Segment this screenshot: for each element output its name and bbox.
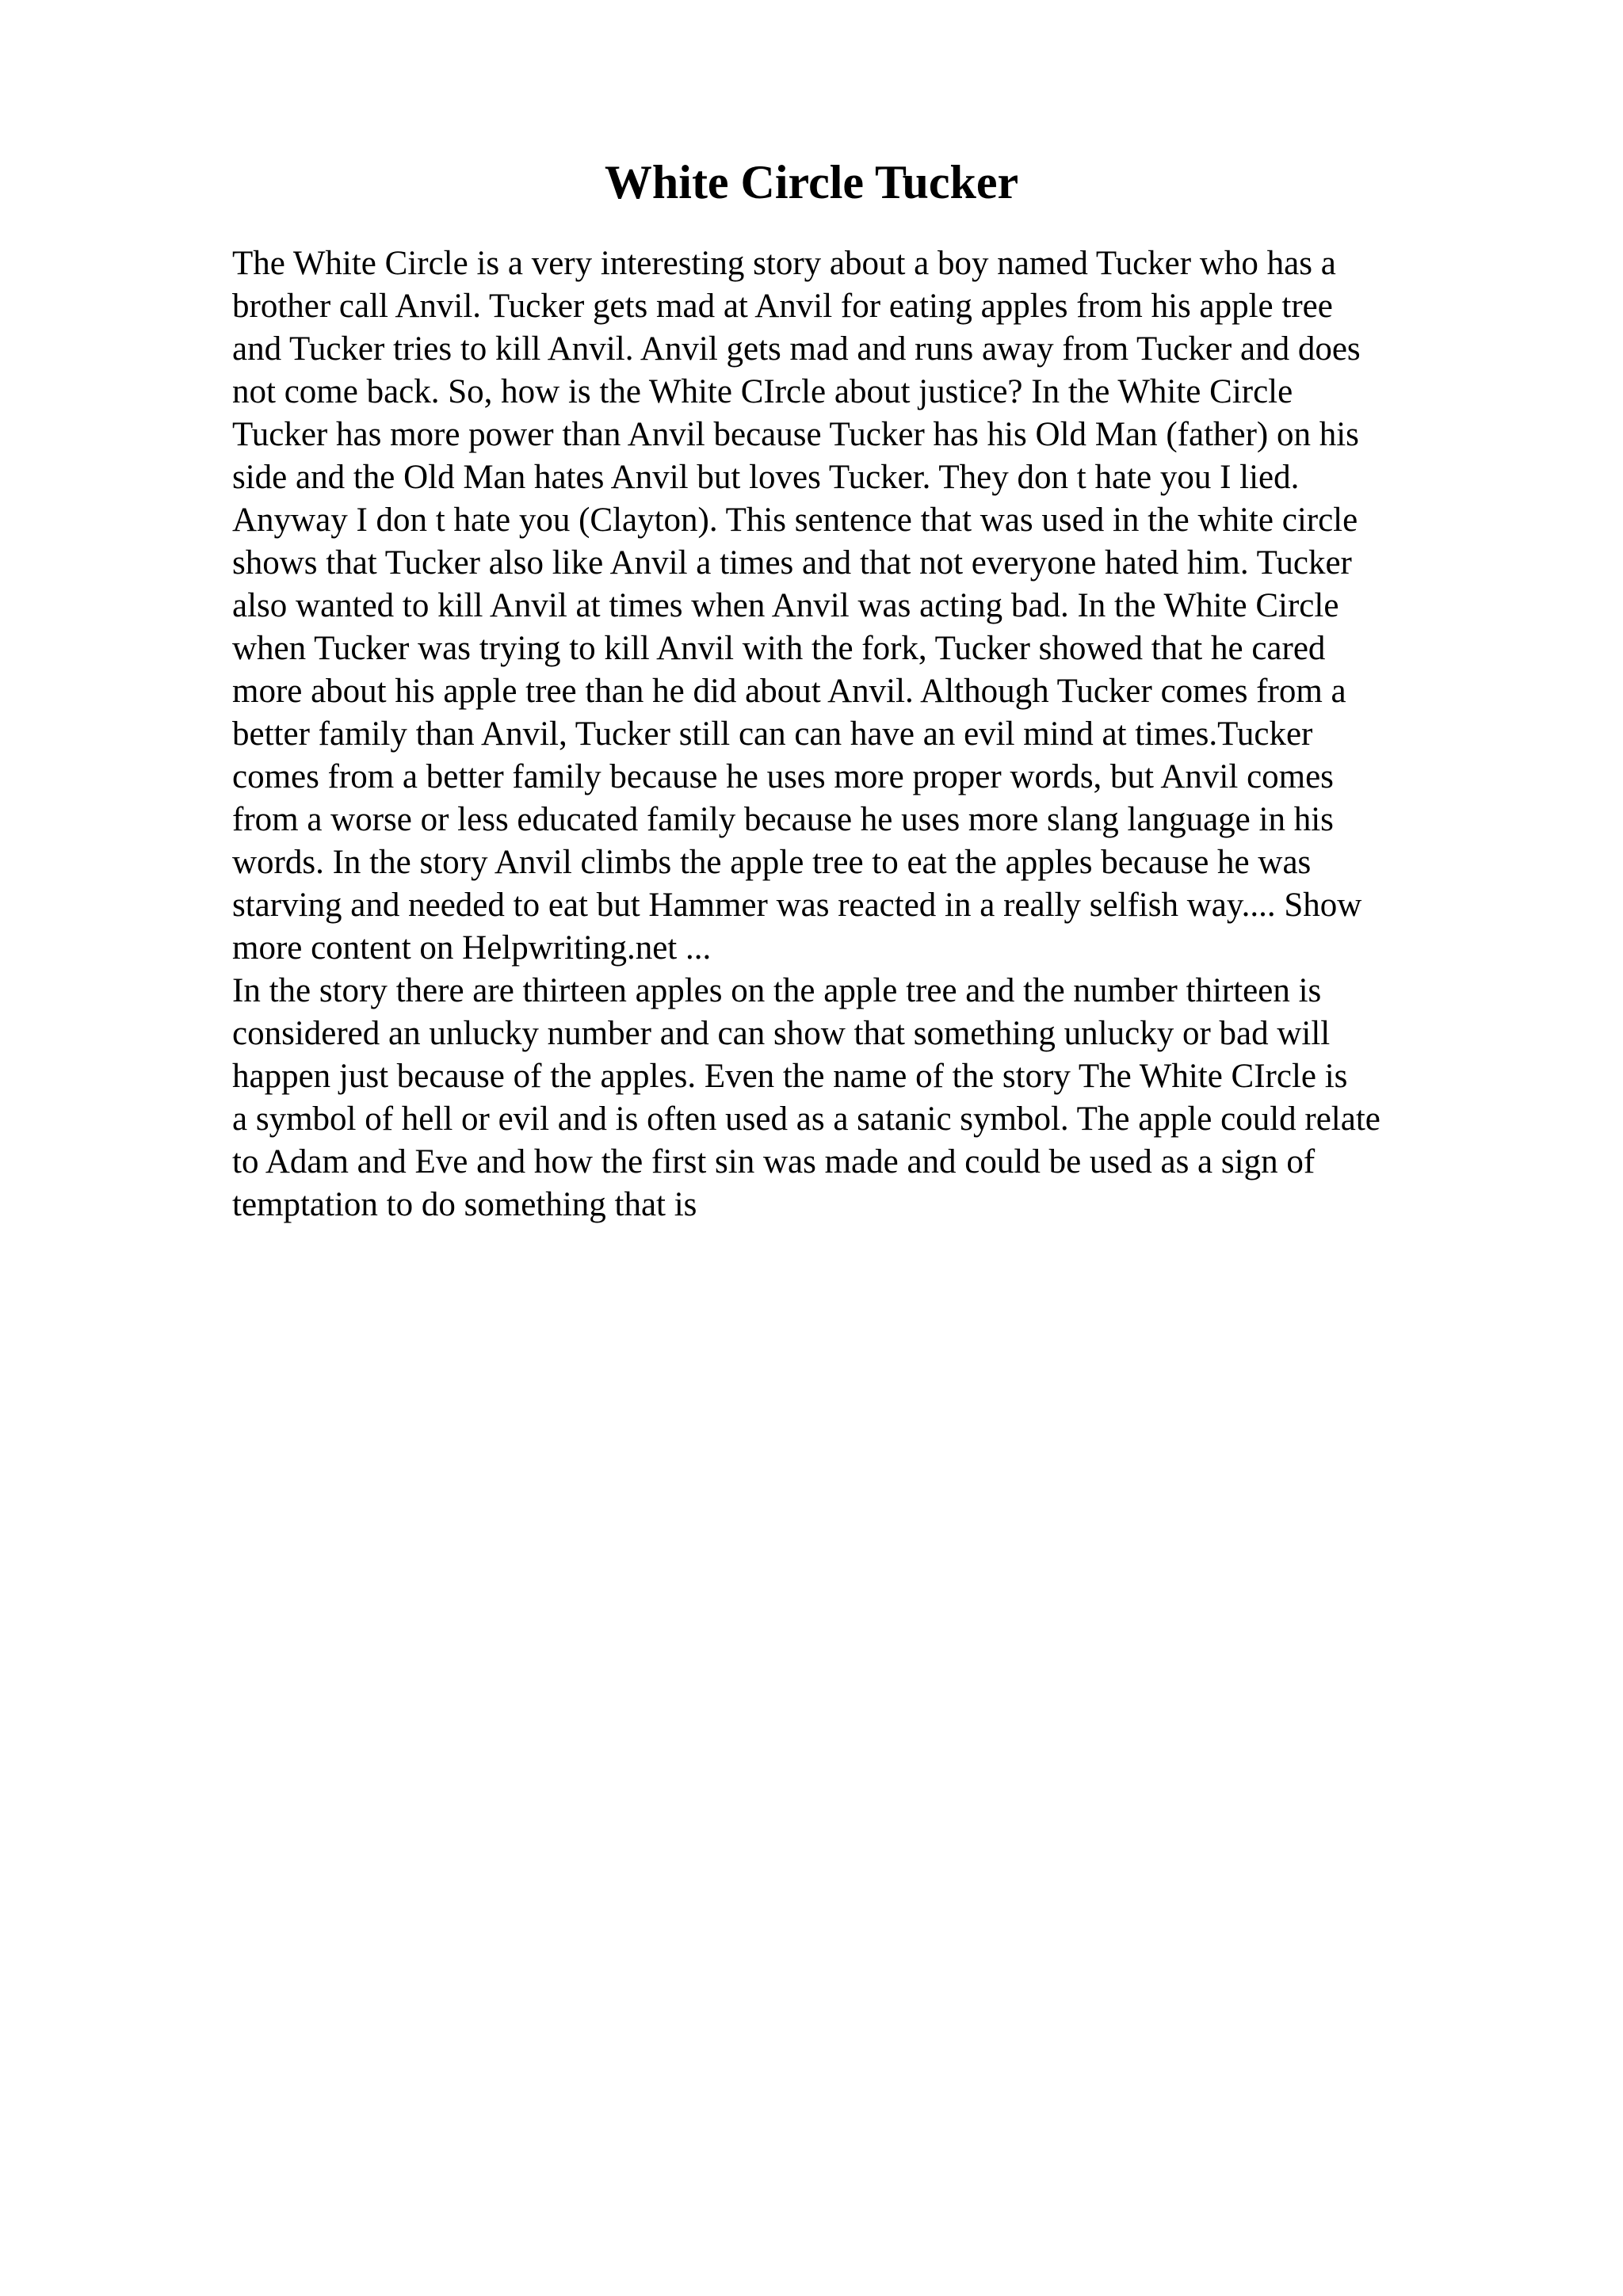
text-line: also wanted to kill Anvil at times when Anvil was acting bad. In the White Circle (232, 587, 1339, 624)
text-line: The White Circle is a very interesting story about a boy named Tucker who has a (232, 245, 1336, 282)
text-line: side and the Old Man hates Anvil but loves Tucker. They don t hate you I lied. (232, 459, 1300, 496)
text-line: considered an unlucky number and can show that something unlucky or bad will (232, 1015, 1331, 1052)
text-line: words. In the story Anvil climbs the apple tree to eat the apples because he was (232, 844, 1312, 881)
text-line: temptation to do something that is (232, 1186, 697, 1223)
text-line: more content on Helpwriting.net ... (232, 929, 712, 967)
page-title: White Circle Tucker (604, 156, 1019, 208)
text-line: comes from a better family because he uses more proper words, but Anvil comes (232, 758, 1334, 795)
text-line: when Tucker was trying to kill Anvil with the fork, Tucker showed that he cared (232, 630, 1326, 667)
text-line: and Tucker tries to kill Anvil. Anvil gets mad and runs away from Tucker and does (232, 330, 1361, 368)
text-line: Anyway I don t hate you (Clayton). This sentence that was used in the white circle (232, 502, 1358, 539)
text-line: starving and needed to eat but Hammer was reacted in a really selfish way.... Show (232, 887, 1362, 924)
text-line: from a worse or less educated family because he uses more slang language in his (232, 801, 1334, 838)
body-text (232, 242, 1500, 1226)
text-line: Tucker has more power than Anvil because Tucker has his Old Man (father) on his (232, 416, 1359, 453)
text-line: a symbol of hell or evil and is often used as a satanic symbol. The apple could relate (232, 1100, 1381, 1138)
text-line: In the story there are thirteen apples on the apple tree and the number thirteen is (232, 972, 1322, 1009)
text-line: shows that Tucker also like Anvil a times and that not everyone hated him. Tucker (232, 544, 1352, 582)
text-line: not come back. So, how is the White CIrcle about justice? In the White Circle (232, 373, 1293, 410)
text-line: more about his apple tree than he did about Anvil. Although Tucker comes from a (232, 673, 1346, 710)
text-line: brother call Anvil. Tucker gets mad at Anvil for eating apples from his apple tree (232, 288, 1333, 325)
text-line: happen just because of the apples. Even the name of the story The White CIrcle is (232, 1058, 1348, 1095)
text-line: to Adam and Eve and how the first sin was made and could be used as a sign of (232, 1143, 1316, 1180)
text-line: better family than Anvil, Tucker still can can have an evil mind at times.Tucker (232, 715, 1313, 753)
